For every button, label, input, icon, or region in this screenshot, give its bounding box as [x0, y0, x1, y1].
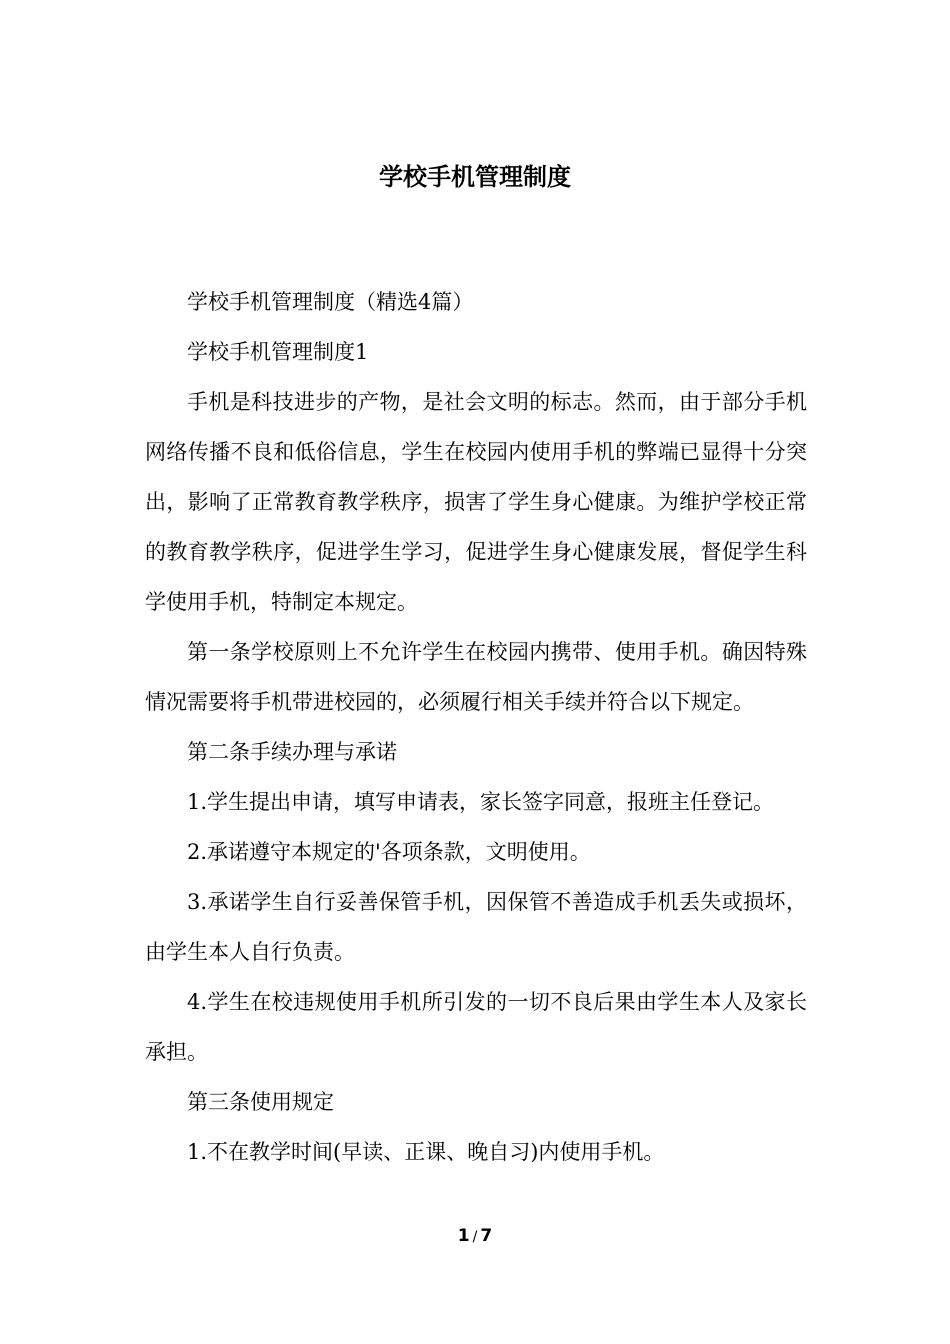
page-number-separator: / — [472, 1229, 478, 1245]
document-body — [145, 277, 807, 1177]
paragraph-subtitle: 学校手机管理制度（精选4篇） — [187, 290, 474, 314]
page-number — [0, 1224, 950, 1249]
paragraph-section-heading: 学校手机管理制度1 — [187, 340, 369, 364]
paragraph-article-2-item-2: 2.承诺遵守本规定的'各项条款，文明使用。 — [187, 840, 591, 864]
paragraph-article-2-item-3: 3.承诺学生自行妥善保管手机，因保管不善造成手机丢失或损坏，由学生本人自行负责。 — [145, 890, 807, 964]
paragraph-article-3-heading: 第三条使用规定 — [187, 1090, 334, 1114]
document-title: 学校手机管理制度 — [379, 163, 571, 191]
paragraph-intro: 手机是科技进步的产物，是社会文明的标志。然而，由于部分手机网络传播不良和低俗信息，学生在校园内使用手机的弊端已显得十分突出，影响了正常教育教学秩序，损害了学生身心健康。为维护学校正常的教育教学秩序，促进学生学习，促进学生身心健康发展，督促学生科学使用手机，特制定本规定。 — [145, 390, 807, 614]
current-page-number: 1 — [457, 1226, 470, 1246]
paragraph-article-2-item-4: 4.学生在校违规使用手机所引发的一切不良后果由学生本人及家长承担。 — [145, 990, 807, 1064]
paragraph-article-3-item-1: 1.不在教学时间(早读、正课、晚自习)内使用手机。 — [187, 1140, 665, 1164]
paragraph-article-2-heading: 第二条手续办理与承诺 — [187, 740, 397, 764]
paragraph-article-1: 第一条学校原则上不允许学生在校园内携带、使用手机。确因特殊情况需要将手机带进校园的，必须履行相关手续并符合以下规定。 — [145, 640, 807, 714]
paragraph-article-2-item-1: 1.学生提出申请，填写申请表，家长签字同意，报班主任登记。 — [187, 790, 775, 814]
total-pages-number: 7 — [480, 1226, 493, 1246]
